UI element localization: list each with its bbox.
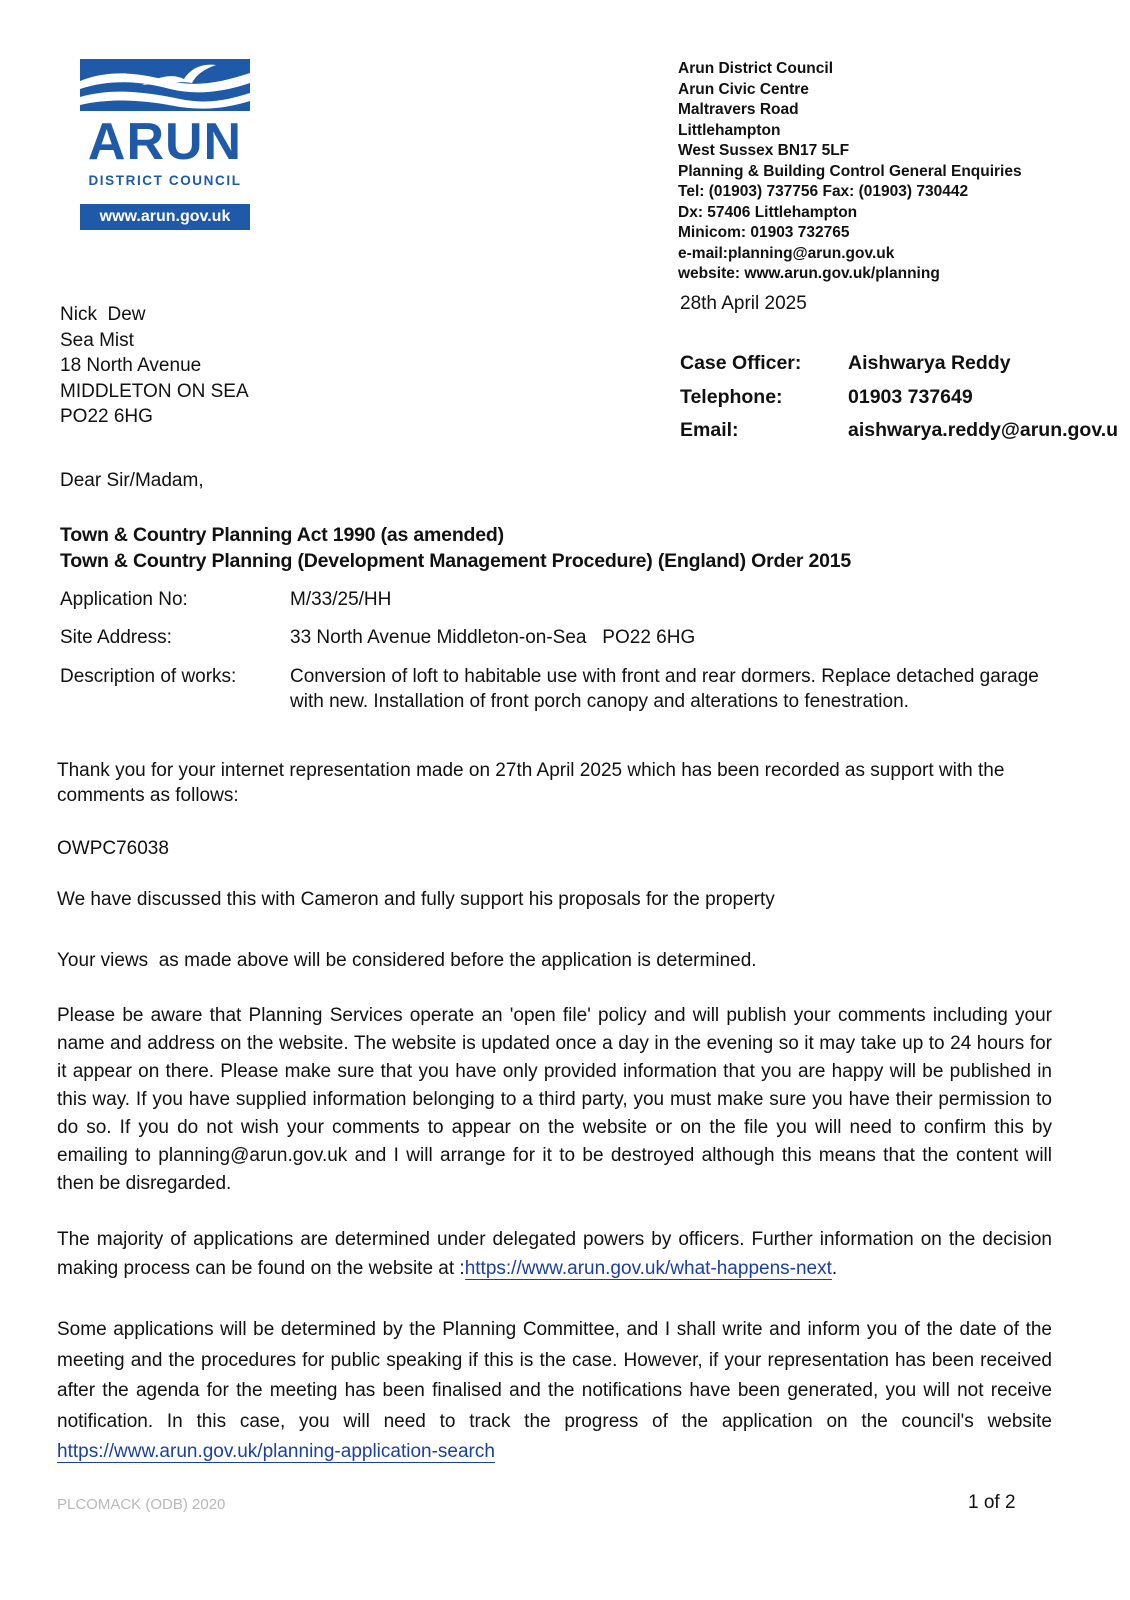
recipient-line: MIDDLETON ON SEA: [60, 380, 249, 402]
letter-date: 28th April 2025: [680, 293, 807, 314]
council-address-line: Maltravers Road: [678, 101, 799, 118]
case-officer-label: Case Officer:: [680, 352, 802, 374]
council-address-line: Arun District Council: [678, 60, 834, 77]
logo-subtitle: DISTRICT COUNCIL: [88, 173, 242, 188]
council-address-line: Dx: 57406 Littlehampton: [678, 203, 858, 221]
council-address-line: Minicom: 01903 732765: [678, 224, 850, 241]
recipient-address: [60, 302, 249, 430]
open-file-paragraph: Please be aware that Planning Services operate an 'open file' policy and will publish your comments including your name and address on the website. The website is updated once a day in the evening so it may take up to 24 hours for it appear on there. Please make sure that you have only provided information that you are happy will be published in this way. If you have supplied information belonging to a third party, you must make sure you have their permission to do so. If you do not wish your comments to appear on the website or on the file you will need to confirm this by emailing to planning@arun.gov.uk and I will arrange for it to be destroyed although this means that the content will then be disregarded.: [57, 1005, 1052, 1194]
recipient-line: Sea Mist: [60, 329, 134, 351]
description-label: Description of works:: [60, 666, 237, 687]
council-address-line: Planning & Building Control General Enquiries: [678, 162, 1022, 180]
committee-text: Some applications will be determined by the Planning Committee, and I shall write and inform you of the date of the meeting and the procedures for public speaking if this is the case. However, if your representation has been received after the agenda for the meeting has been finalised and the notifications have been generated, you will not receive notification. In this case, you will need to track the progress of the application on the council's website: [57, 1319, 1052, 1432]
majority-paragraph: [57, 1225, 1052, 1283]
council-address-line: West Sussex BN17 5LF: [678, 142, 850, 159]
description-value: Conversion of loft to habitable use with front and rear dormers. Replace detached garage with new. Installation of front porch canopy and alterations to fenestration.: [290, 666, 1039, 712]
act-heading: [60, 522, 851, 574]
application-number-value: M/33/25/HH: [290, 589, 392, 610]
email-label: Email:: [680, 419, 739, 441]
application-number-row: [60, 587, 1050, 625]
page-number: 1 of 2: [968, 1492, 1016, 1513]
recipient-line: PO22 6HG: [60, 406, 153, 427]
telephone-value: 01903 737649: [848, 385, 973, 408]
description-row: [60, 664, 1050, 714]
site-address-label: Site Address:: [60, 627, 172, 648]
committee-paragraph: [57, 1315, 1052, 1468]
majority-text: The majority of applications are determined under delegated powers by officers. Further information on the decision making process can be found on the website at :: [57, 1229, 1052, 1279]
representation-reference: OWPC76038: [57, 838, 169, 859]
majority-end: .: [831, 1258, 838, 1279]
logo-wordmark: ARUN: [87, 113, 243, 171]
what-happens-next-link[interactable]: https://www.arun.gov.uk/what-happens-next: [464, 1258, 832, 1279]
telephone-label: Telephone:: [680, 385, 783, 408]
site-address-value: 33 North Avenue Middleton-on-Sea PO22 6HG: [290, 627, 696, 648]
site-address-row: [60, 625, 1050, 664]
council-website[interactable]: website: www.arun.gov.uk/planning: [678, 265, 940, 282]
arun-logo: [80, 59, 250, 231]
act-heading-line: Town & Country Planning (Development Management Procedure) (England) Order 2015: [60, 550, 852, 572]
council-address-line: Arun Civic Centre: [678, 80, 809, 98]
email-value[interactable]: aishwarya.reddy@arun.gov.u: [848, 419, 1119, 441]
application-number-label: Application No:: [60, 589, 188, 610]
comment-text: We have discussed this with Cameron and fully support his proposals for the property: [57, 889, 775, 910]
footer-code: PLCOMACK (ODB) 2020: [57, 1496, 226, 1513]
seagull-wave-icon: [80, 59, 250, 111]
recipient-line: Nick Dew: [60, 304, 146, 325]
council-email[interactable]: e-mail:planning@arun.gov.uk: [678, 244, 895, 262]
council-address-line: Littlehampton: [678, 121, 781, 139]
council-address-line: Tel: (01903) 737756 Fax: (01903) 730442: [678, 183, 969, 200]
logo-website: www.arun.gov.uk: [80, 204, 250, 230]
case-officer-name: Aishwarya Reddy: [848, 352, 1011, 374]
council-address: [678, 59, 1022, 285]
application-details: [60, 587, 1050, 714]
recipient-line: 18 North Avenue: [60, 355, 202, 376]
act-heading-line: Town & Country Planning Act 1990 (as amended): [60, 524, 504, 546]
salutation: Dear Sir/Madam,: [60, 470, 204, 491]
views-paragraph: Your views as made above will be considered before the application is determined.: [57, 950, 757, 971]
intro-paragraph: Thank you for your internet representation made on 27th April 2025 which has been recorded as support with the comments as follows:: [57, 760, 1005, 806]
planning-application-search-link[interactable]: https://www.arun.gov.uk/planning-application-search: [57, 1441, 495, 1462]
